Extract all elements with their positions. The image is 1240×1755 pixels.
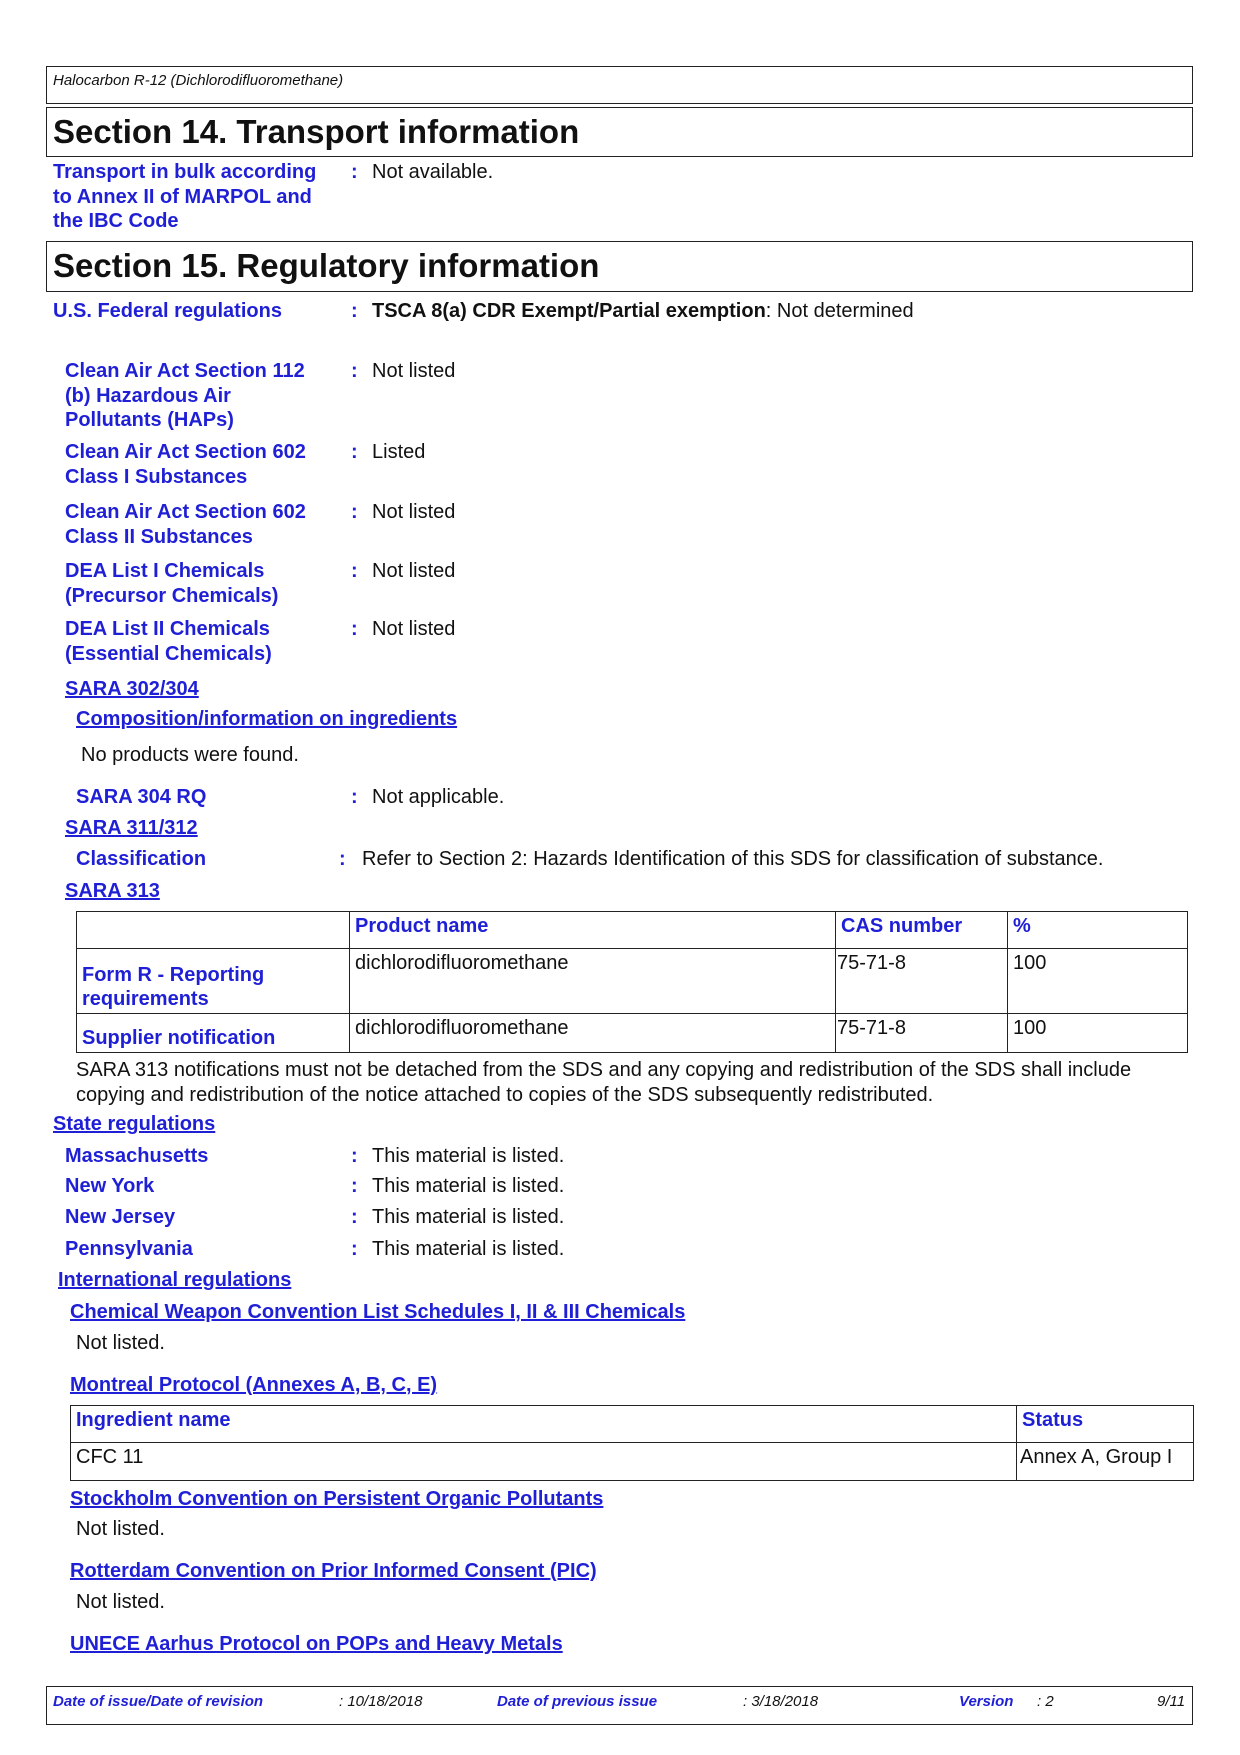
label-line: Clean Air Act Section 602	[65, 501, 306, 523]
label-line: Pollutants (HAPs)	[65, 409, 234, 431]
colon: :	[351, 560, 358, 582]
caa-602-class1-label	[65, 440, 306, 489]
tsca-value: : Not determined	[765, 300, 914, 322]
classification-label: Classification	[76, 848, 207, 870]
version-label: Version	[959, 1693, 1014, 1710]
cwc-value: Not listed.	[76, 1332, 165, 1354]
colon: :	[351, 1175, 358, 1197]
montreal-heading: Montreal Protocol (Annexes A, B, C, E)	[70, 1374, 438, 1396]
sara-313-note	[76, 1058, 1131, 1107]
table-cell: Annex A, Group I	[1017, 1443, 1194, 1481]
label-line: Class I Substances	[65, 465, 248, 488]
table-cell: CFC 11	[71, 1443, 1017, 1481]
previous-issue-value: : 3/18/2018	[743, 1693, 819, 1710]
label-line: Clean Air Act Section 112	[65, 360, 305, 382]
caa-602-class2-label	[65, 500, 306, 549]
label-line: DEA List I Chemicals	[65, 560, 265, 582]
sara-313-heading: SARA 313	[65, 880, 160, 902]
sara-302-heading: SARA 302/304	[65, 678, 199, 700]
table-cell: 100	[1008, 1014, 1188, 1053]
colon: :	[351, 618, 358, 640]
colon: :	[351, 360, 358, 382]
header-cell: Product name	[350, 912, 836, 949]
section-title-text: Section 14. Transport information	[53, 113, 580, 150]
label-line: DEA List II Chemicals	[65, 618, 270, 640]
caa-602-class1-value: Listed	[372, 441, 426, 463]
colon: :	[351, 1145, 358, 1167]
note-line: copying and redistribution of the notice attached to copies of the SDS subsequently redistributed.	[76, 1083, 934, 1106]
header-cell	[77, 912, 350, 949]
table-cell: 100	[1008, 949, 1188, 1014]
sara-311-heading: SARA 311/312	[65, 817, 198, 839]
state-regulations-heading: State regulations	[53, 1113, 216, 1135]
label-line: to Annex II of MARPOL and	[53, 185, 312, 208]
state-new-york-label: New York	[65, 1175, 155, 1197]
stockholm-value: Not listed.	[76, 1518, 165, 1540]
version-value: : 2	[1037, 1693, 1054, 1710]
rotterdam-heading: Rotterdam Convention on Prior Informed Consent (PIC)	[70, 1560, 597, 1582]
section-title-text: Section 15. Regulatory information	[53, 247, 600, 284]
label-line: (Essential Chemicals)	[65, 642, 272, 665]
no-products-text: No products were found.	[81, 744, 299, 766]
state-pennsylvania-value: This material is listed.	[372, 1238, 565, 1260]
cwc-heading: Chemical Weapon Convention List Schedules I, II & III Chemicals	[70, 1301, 686, 1323]
sara-304-rq-value: Not applicable.	[372, 786, 505, 808]
row-label: Form R - Reporting requirements	[77, 949, 350, 1014]
label-line: Clean Air Act Section 602	[65, 441, 306, 463]
composition-heading: Composition/information on ingredients	[76, 708, 458, 730]
transport-bulk-label	[53, 160, 316, 234]
colon: :	[351, 161, 358, 183]
caa-602-class2-value: Not listed	[372, 501, 456, 523]
table-header-row	[71, 1406, 1194, 1443]
dea-list1-value: Not listed	[372, 560, 456, 582]
issue-date-value: : 10/18/2018	[339, 1693, 423, 1710]
classification-value: Refer to Section 2: Hazards Identification of this SDS for classification of substance.	[362, 848, 1104, 870]
label-line: the IBC Code	[53, 210, 179, 232]
label-line: Transport in bulk according	[53, 161, 317, 183]
colon: :	[339, 848, 346, 870]
dea-list2-value: Not listed	[372, 618, 456, 640]
international-regulations-heading: International regulations	[58, 1269, 292, 1291]
table-header-row	[77, 912, 1188, 949]
label-line: (b) Hazardous Air	[65, 384, 231, 407]
header-cell: CAS number	[836, 912, 1008, 949]
colon: :	[351, 1206, 358, 1228]
caa-112-value: Not listed	[372, 360, 456, 382]
dea-list2-label	[65, 617, 272, 666]
rotterdam-value: Not listed.	[76, 1591, 165, 1613]
dea-list1-label	[65, 559, 278, 608]
montreal-table	[70, 1405, 1194, 1481]
colon: :	[351, 441, 358, 463]
page-number: 9/11	[1157, 1693, 1186, 1710]
previous-issue-label: Date of previous issue	[497, 1693, 658, 1710]
note-line: SARA 313 notifications must not be detached from the SDS and any copying and redistribution of the SDS shall include	[76, 1059, 1132, 1081]
sara-313-table	[76, 911, 1188, 1053]
unece-heading: UNECE Aarhus Protocol on POPs and Heavy Metals	[70, 1633, 563, 1655]
label-line: (Precursor Chemicals)	[65, 584, 279, 607]
state-new-york-value: This material is listed.	[372, 1175, 565, 1197]
section-14-title	[46, 107, 1193, 157]
state-massachusetts-value: This material is listed.	[372, 1145, 565, 1167]
federal-regulations-value	[372, 299, 914, 324]
state-new-jersey-value: This material is listed.	[372, 1206, 565, 1228]
header-cell: Status	[1017, 1406, 1194, 1443]
colon: :	[351, 501, 358, 523]
product-name: Halocarbon R-12 (Dichlorodifluoromethane)	[53, 72, 344, 89]
table-cell: dichlorodifluoromethane	[350, 949, 836, 1014]
table-row	[77, 949, 1188, 1014]
stockholm-heading: Stockholm Convention on Persistent Organic Pollutants	[70, 1488, 604, 1510]
document-header	[46, 66, 1193, 104]
state-pennsylvania-label: Pennsylvania	[65, 1238, 193, 1260]
row-label: Supplier notification	[77, 1014, 350, 1053]
header-cell: %	[1008, 912, 1188, 949]
colon: :	[351, 300, 358, 322]
federal-regulations-label: U.S. Federal regulations	[53, 300, 282, 322]
section-15-title	[46, 241, 1193, 292]
colon: :	[351, 1238, 358, 1260]
table-cell: 75-71-8	[836, 1014, 1008, 1053]
issue-date-label: Date of issue/Date of revision	[53, 1693, 264, 1710]
caa-112-label	[65, 359, 305, 433]
table-cell: dichlorodifluoromethane	[350, 1014, 836, 1053]
tsca-label: TSCA 8(a) CDR Exempt/Partial exemption	[372, 300, 766, 322]
table-row	[77, 1014, 1188, 1053]
sara-304-rq-label: SARA 304 RQ	[76, 786, 207, 808]
table-cell: 75-71-8	[836, 949, 1008, 1014]
transport-bulk-value: Not available.	[372, 161, 494, 183]
state-massachusetts-label: Massachusetts	[65, 1145, 209, 1167]
state-new-jersey-label: New Jersey	[65, 1206, 176, 1228]
colon: :	[351, 786, 358, 808]
table-row	[71, 1443, 1194, 1481]
label-line: Class II Substances	[65, 525, 253, 548]
header-cell: Ingredient name	[71, 1406, 1017, 1443]
